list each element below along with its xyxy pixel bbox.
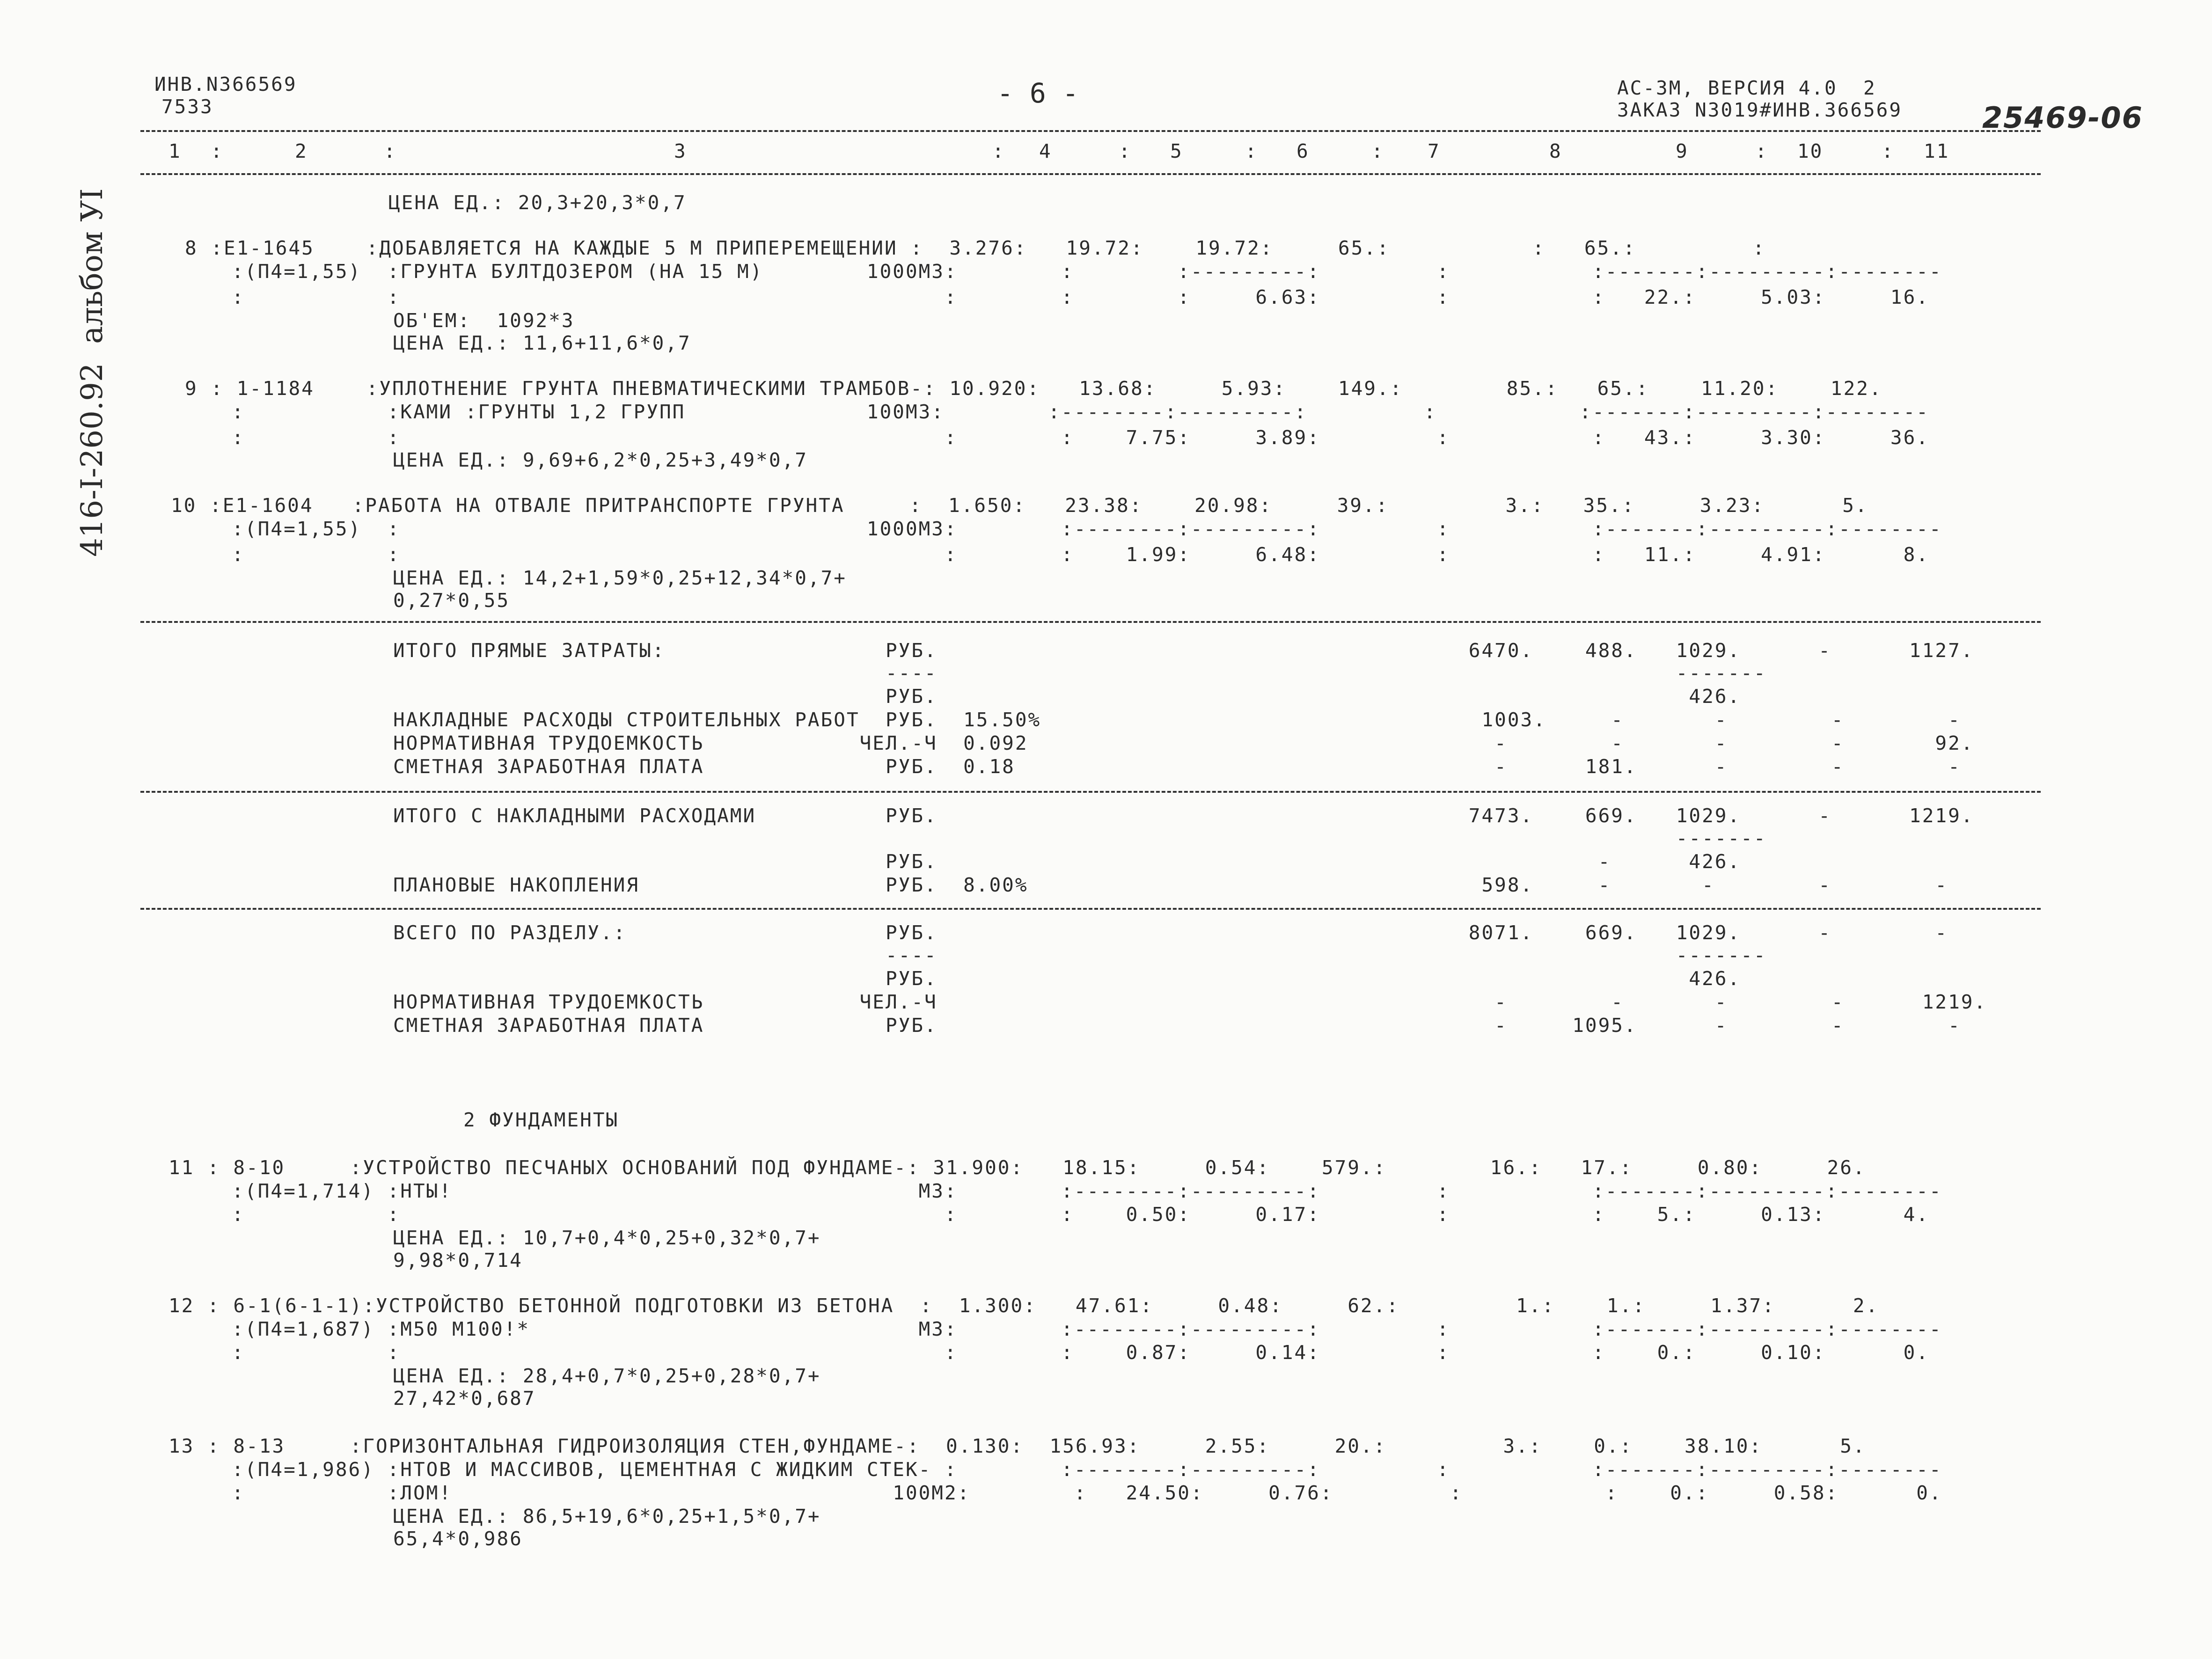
column-header: 3 (674, 140, 687, 162)
item-row: :(П4=1,714) :НТЫ! М3: :--------:---------: : :-------:---------:-------- (206, 1180, 1942, 1202)
price-formula: ЦЕНА ЕД.: 9,69+6,2*0,25+3,49*0,7 (393, 449, 808, 471)
program-version: АС-3М, ВЕРСИЯ 4.0 2 (1617, 77, 1876, 99)
item-row: : : : : 0.87: 0.14: : : 0.: 0.10: 0. (206, 1341, 1929, 1364)
price-formula: ЦЕНА ЕД.: 14,2+1,59*0,25+12,34*0,7+ (393, 567, 847, 589)
summary-line: РУБ. - 426. (393, 850, 1741, 873)
column-header: 11 (1924, 140, 1950, 162)
price-formula: 9,98*0,714 (393, 1249, 523, 1272)
price-formula: 65,4*0,986 (393, 1527, 523, 1550)
summary-line: НАКЛАДНЫЕ РАСХОДЫ СТРОИТЕЛЬНЫХ РАБОТ РУБ. 15.50% 1003. - - - - (393, 709, 1961, 731)
price-formula: 27,42*0,687 (393, 1387, 536, 1410)
section-title: 2 ФУНДАМЕНТЫ (463, 1109, 619, 1131)
item-row: :(П4=1,55) :ГРУНТА БУЛТДОЗЕРОМ (НА 15 М) 1000М3: : :---------: : :-------:---------:-------- (206, 260, 1942, 283)
column-header: 8 (1549, 140, 1562, 162)
price-formula: ЦЕНА ЕД.: 28,4+0,7*0,25+0,28*0,7+ (393, 1365, 821, 1387)
item-row: 11 : 8-10 :УСТРОЙСТВО ПЕСЧАНЫХ ОСНОВАНИЙ ПОД ФУНДАМЕ-: 31.900: 18.15: 0.54: 579.: 16.: 17.: 0.80: 26. (168, 1156, 1866, 1179)
summary-rule (140, 621, 2041, 623)
summary-line: НОРМАТИВНАЯ ТРУДОЕМКОСТЬ ЧЕЛ.-Ч - - - - 1219. (393, 991, 1987, 1013)
summary-line: ---- ------- (393, 662, 1767, 684)
column-header: 9 (1676, 140, 1689, 162)
item-row: :(П4=1,687) :М50 М100!* М3: :--------:---------: : :-------:---------:-------- (206, 1318, 1942, 1340)
summary-line: ПЛАНОВЫЕ НАКОПЛЕНИЯ РУБ. 8.00% 598. - - - - (393, 874, 1948, 896)
summary-line: ВСЕГО ПО РАЗДЕЛУ.: РУБ. 8071. 669. 1029. - - (393, 921, 1948, 944)
item-row: 10 :Е1-1604 :РАБОТА НА ОТВАЛЕ ПРИТРАНСПОРТЕ ГРУНТА : 1.650: 23.38: 20.98: 39.: 3.: 35.: 3.23: 5. (171, 494, 1868, 517)
header-bottom-rule (140, 173, 2041, 175)
column-header: 2 (295, 140, 308, 162)
column-header: 7 (1428, 140, 1441, 162)
column-header: 5 (1170, 140, 1183, 162)
item-row: :(П4=1,986) :НТОВ И МАССИВОВ, ЦЕМЕНТНАЯ С ЖИДКИМ СТЕК- : :--------:---------: : :-------:---------:-------- (206, 1458, 1942, 1481)
item-row: : : : : 0.50: 0.17: : : 5.: 0.13: 4. (206, 1203, 1929, 1226)
document-code: 7533 (161, 95, 213, 118)
item-row: 13 : 8-13 :ГОРИЗОНТАЛЬНАЯ ГИДРОИЗОЛЯЦИЯ СТЕН,ФУНДАМЕ-: 0.130: 156.93: 2.55: 20.: 3.: 0.: 38.10: 5. (168, 1435, 1866, 1457)
item-row: 9 : 1-1184 :УПЛОТНЕНИЕ ГРУНТА ПНЕВМАТИЧЕСКИМИ ТРАМБОВ-: 10.920: 13.68: 5.93: 149.: 85.: 65.: 11.20: 122. (185, 377, 1882, 400)
summary-line: СМЕТНАЯ ЗАРАБОТНАЯ ПЛАТА РУБ. - 1095. - - - (393, 1014, 1961, 1037)
item-row: 12 : 6-1(6-1-1):УСТРОЙСТВО БЕТОННОЙ ПОДГОТОВКИ ИЗ БЕТОНА : 1.300: 47.61: 0.48: 62.: 1.: 1.: 1.37: 2. (168, 1294, 1879, 1317)
summary-line: НОРМАТИВНАЯ ТРУДОЕМКОСТЬ ЧЕЛ.-Ч 0.092 - - - - 92. (393, 732, 1974, 754)
price-formula: ЦЕНА ЕД.: 86,5+19,6*0,25+1,5*0,7+ (393, 1505, 821, 1527)
summary-line: ИТОГО С НАКЛАДНЫМИ РАСХОДАМИ РУБ. 7473. 669. 1029. - 1219. (393, 804, 1974, 827)
item-row: 8 :Е1-1645 :ДОБАВЛЯЕТСЯ НА КАЖДЫЕ 5 М ПРИПЕРЕМЕЩЕНИИ : 3.276: 19.72: 19.72: 65.: : 65.: : (185, 237, 1766, 259)
item-row: : :ЛОМ! 100М2: : 24.50: 0.76: : : 0.: 0.58: 0. (206, 1482, 1942, 1504)
item-row: : : : : : 6.63: : : 22.: 5.03: 16. (206, 286, 1929, 308)
album-side-label: 416-I-260.92 альбом УI (75, 188, 110, 557)
column-header: 1 (168, 140, 182, 162)
column-header: 6 (1296, 140, 1310, 162)
inventory-number: ИНВ.N366569 (154, 73, 297, 95)
summary-line: ИТОГО ПРЯМЫЕ ЗАТРАТЫ: РУБ. 6470. 488. 1029. - 1127. (393, 639, 1974, 662)
price-formula: ЦЕНА ЕД.: 10,7+0,4*0,25+0,32*0,7+ (393, 1227, 821, 1249)
item-row: : :КАМИ :ГРУНТЫ 1,2 ГРУПП 100М3: :--------:---------: : :-------:---------:-------- (206, 401, 1929, 423)
handwritten-stamp: 25469-06 (1982, 101, 2143, 135)
column-header: 10 (1797, 140, 1824, 162)
item-row: : : : : 1.99: 6.48: : : 11.: 4.91: 8. (206, 543, 1929, 566)
volume-formula: ОБ'ЕМ: 1092*3 (393, 309, 575, 332)
item-row: :(П4=1,55) : 1000М3: :--------:---------: : :-------:---------:-------- (206, 518, 1942, 540)
summary-rule (140, 908, 2041, 910)
price-formula: 0,27*0,55 (393, 589, 510, 612)
summary-line: РУБ. 426. (393, 685, 1741, 708)
item-row: : : : : 7.75: 3.89: : : 43.: 3.30: 36. (206, 426, 1929, 449)
price-formula: ЦЕНА ЕД.: 20,3+20,3*0,7 (388, 191, 687, 214)
header-top-rule (140, 130, 2041, 132)
order-number: ЗАКАЗ N3019#ИНВ.366569 (1617, 99, 1903, 121)
column-header: 4 (1039, 140, 1052, 162)
summary-line: РУБ. 426. (393, 967, 1741, 990)
page-number: - 6 - (997, 77, 1079, 109)
summary-line: ------- (393, 827, 1767, 849)
price-formula: ЦЕНА ЕД.: 11,6+11,6*0,7 (393, 332, 691, 354)
summary-line: ---- ------- (393, 944, 1767, 966)
summary-rule (140, 791, 2041, 793)
summary-line: СМЕТНАЯ ЗАРАБОТНАЯ ПЛАТА РУБ. 0.18 - 181. - - - (393, 755, 1961, 778)
